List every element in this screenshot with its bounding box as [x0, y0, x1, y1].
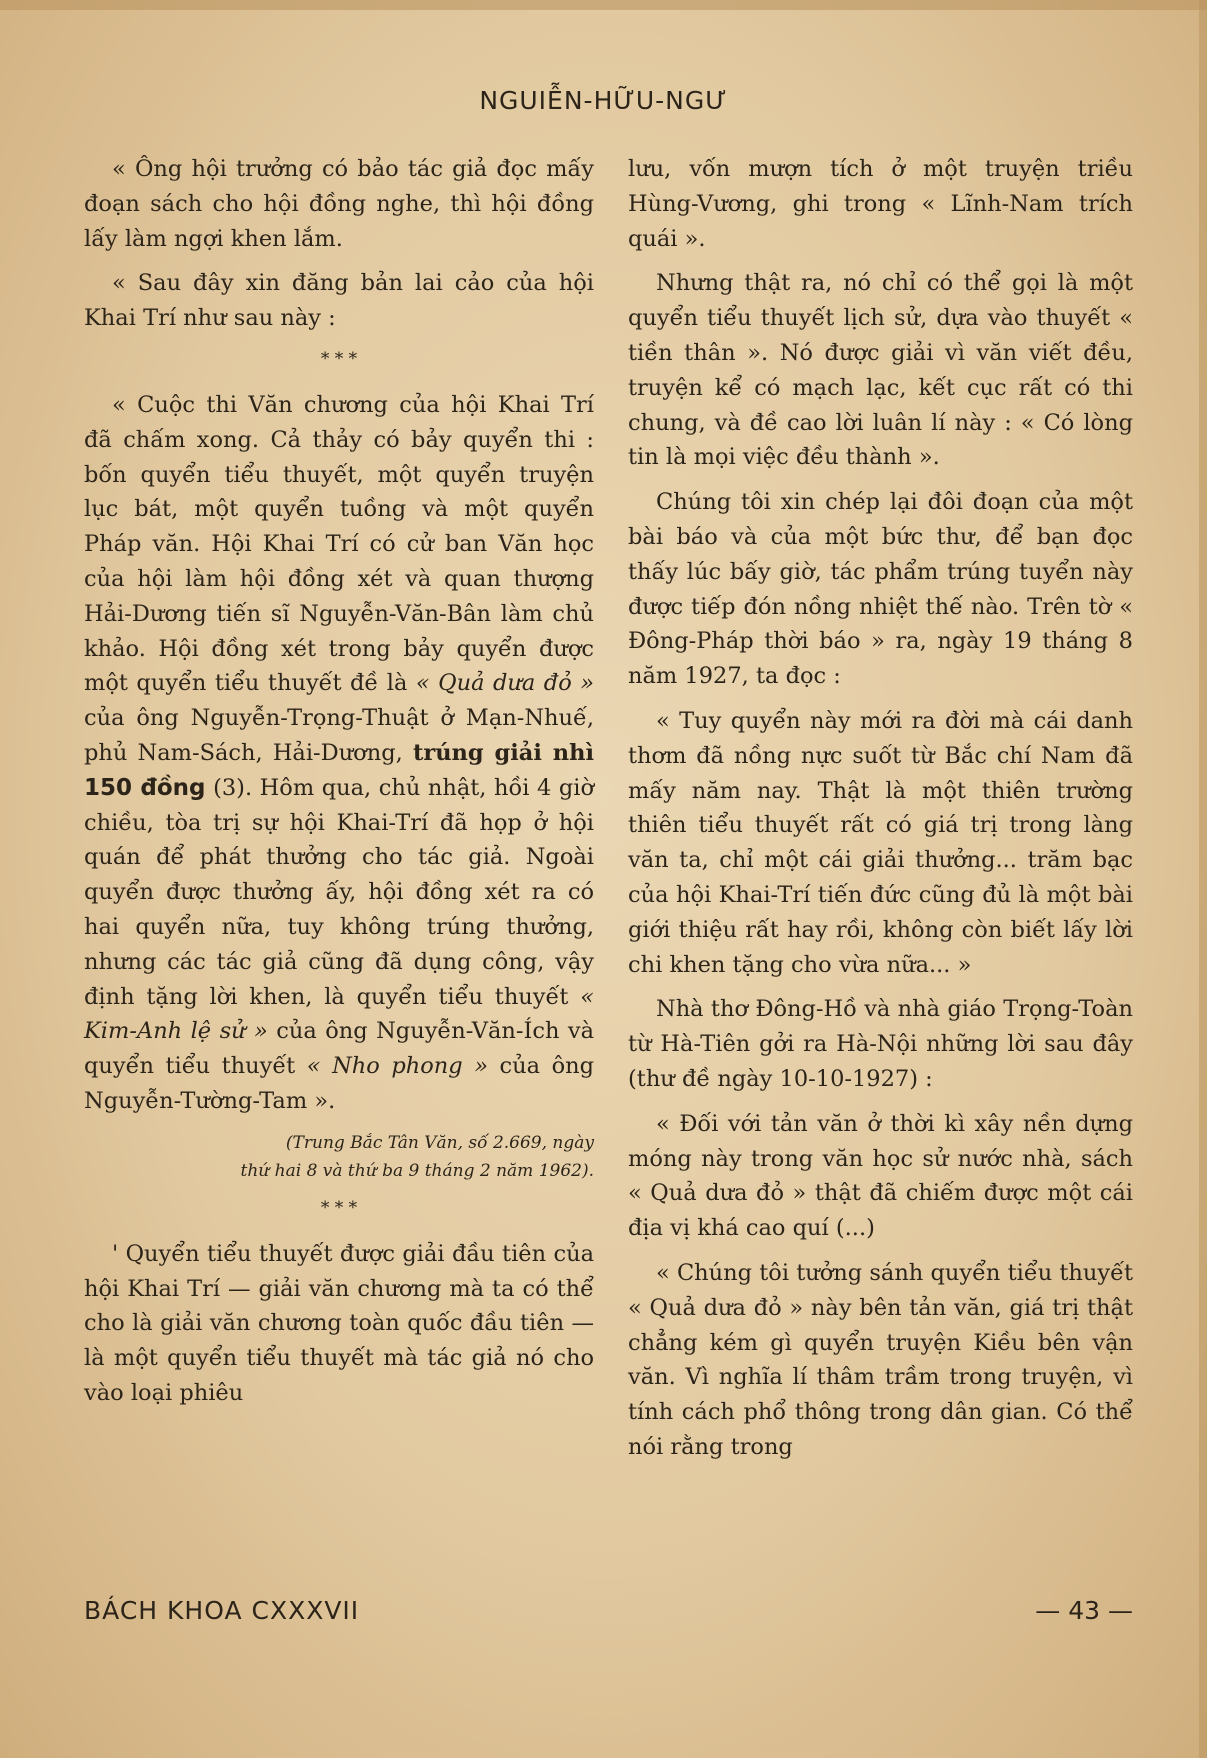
text-run: (3). Hôm qua, chủ nhật, hồi 4 giờ chiều, tòa trị sự hội Khai-Trí đã họp ở hội quán để phát thưởng cho tác giả. Ngoài quyển được thưởng ấy, hội đồng xét ra có hai quyển nữa, tuy không trúng thưởng, nhưng các tác giả cũng đã dụng công, vậy định tặng lời khen, là quyển tiểu thuyết: [84, 774, 595, 1010]
running-header: NGUIỄN-HỮU-NGƯ: [479, 86, 728, 115]
paragraph: Chúng tôi xin chép lại đôi đoạn của một bài báo và của một bức thư, để bạn đọc thấy lúc bấy giờ, tác phẩm trúng tuyển này được tiếp đón nồng nhiệt thế nào. Trên tờ « Đông-Pháp thời báo » ra, ngày 19 tháng 8 năm 1927, ta đọc :: [628, 489, 1133, 690]
book-title: « Kim-Anh lệ sử »: [84, 983, 595, 1045]
text-run: của ông Nguyễn-Văn-Ích và quyển tiểu thuyết: [84, 1018, 595, 1080]
text-run: « Cuộc thi Văn chương của hội Khai Trí đã chấm xong. Cả thảy có bảy quyển thi : bốn quyển tiểu thuyết, một quyển truyện lục bát, một quyển tuồng và một quyển Pháp văn. Hội Khai Trí có cử ban Văn học của hội làm hội đồng xét và quan thượng Hải-Dương tiến sĩ Nguyễn-Văn-Bân làm chủ khảo. Hội đồng xét trong bảy quyển được một quyển tiểu thuyết đề là: [84, 391, 594, 697]
paragraph: ' Quyển tiểu thuyết được giải đầu tiên của hội Khai Trí — giải văn chương mà ta có thể cho là giải văn chương toàn quốc đầu tiên — là một quyển tiểu thuyết mà tác giả nó cho vào loại phiêu: [84, 1240, 594, 1406]
prize-amount: 150 đồng: [84, 774, 206, 801]
page-edge-right: [1199, 0, 1207, 1758]
left-column: [84, 152, 594, 1421]
paragraph-contest-results: [84, 388, 594, 1119]
quote-paragraph: « Chúng tôi tưởng sánh quyển tiểu thuyết « Quả dưa đỏ » này bên tản văn, giá trị thật chẳng kém gì quyển truyện Kiều bên vận văn. Vì nghĩa lí thâm trầm trong truyện, vì tính cách phổ thông trong dân gian. Có thể nói rằng trong: [628, 1259, 1133, 1460]
quote-paragraph: « Tuy quyển này mới ra đời mà cái danh thơm đã nồng nực suốt từ Bắc chí Nam đã mấy năm nay. Thật là một thiên trường thiên tiểu thuyết rất có giá trị trong làng văn ta, chỉ một cái giải thưởng... trăm bạc của hội Khai-Trí tiến đức cũng đủ là một bài giới thiệu rất hay rồi, không còn biết lấy lời chi khen tặng cho vừa nữa... »: [628, 707, 1133, 978]
page-number: — 43 —: [1035, 1596, 1133, 1625]
paragraph: « Sau đây xin đăng bản lai cảo của hội Khai Trí như sau này :: [84, 270, 594, 332]
quote-paragraph: « Đối với tản văn ở thời kì xây nền dựng móng này trong văn học sử nước nhà, sách « Quả dưa đỏ » thật đã chiếm được một cái địa vị khá cao quí (...): [628, 1110, 1133, 1242]
text-run: của ông Nguyễn-Tường-Tam ».: [84, 1053, 595, 1114]
prize-label: trúng giải nhì: [412, 739, 594, 766]
book-title: « Nho phong »: [306, 1053, 488, 1080]
journal-name: BÁCH KHOA CXXXVII: [84, 1596, 360, 1625]
page-edge-top: [0, 0, 1207, 10]
book-title: « Quả dưa đỏ »: [415, 670, 595, 697]
citation: [84, 1129, 594, 1185]
section-separator: * * *: [320, 348, 358, 369]
paragraph: Nhưng thật ra, nó chỉ có thể gọi là một quyển tiểu thuyết lịch sử, dựa vào thuyết « tiền thân ». Nó được giải vì văn viết đều, truyện kể có mạch lạc, kết cục rất có thi chung, và đề cao lời luân lí này : « Có lòng tin là mọi việc đều thành ».: [628, 270, 1133, 471]
paragraph: lưu, vốn mượn tích ở một truyện triều Hùng-Vương, ghi trong « Lĩnh-Nam trích quái ».: [628, 156, 1133, 252]
right-column: [628, 152, 1133, 1475]
citation-line: thứ hai 8 và thứ ba 9 tháng 2 năm 1962).: [240, 1160, 594, 1181]
paragraph: Nhà thơ Đông-Hồ và nhà giáo Trọng-Toàn từ Hà-Tiên gởi ra Hà-Nội những lời sau đây (thư đề ngày 10-10-1927) :: [628, 996, 1133, 1092]
section-separator: * * *: [320, 1197, 358, 1218]
text-run: của ông Nguyễn-Trọng-Thuật ở Mạn-Nhuế, phủ Nam-Sách, Hải-Dương,: [84, 705, 594, 766]
citation-line: (Trung Bắc Tân Văn, số 2.669, ngày: [285, 1132, 594, 1153]
paragraph: « Ông hội trưởng có bảo tác giả đọc mấy đoạn sách cho hội đồng nghe, thì hội đồng lấy làm ngợi khen lắm.: [84, 156, 594, 252]
